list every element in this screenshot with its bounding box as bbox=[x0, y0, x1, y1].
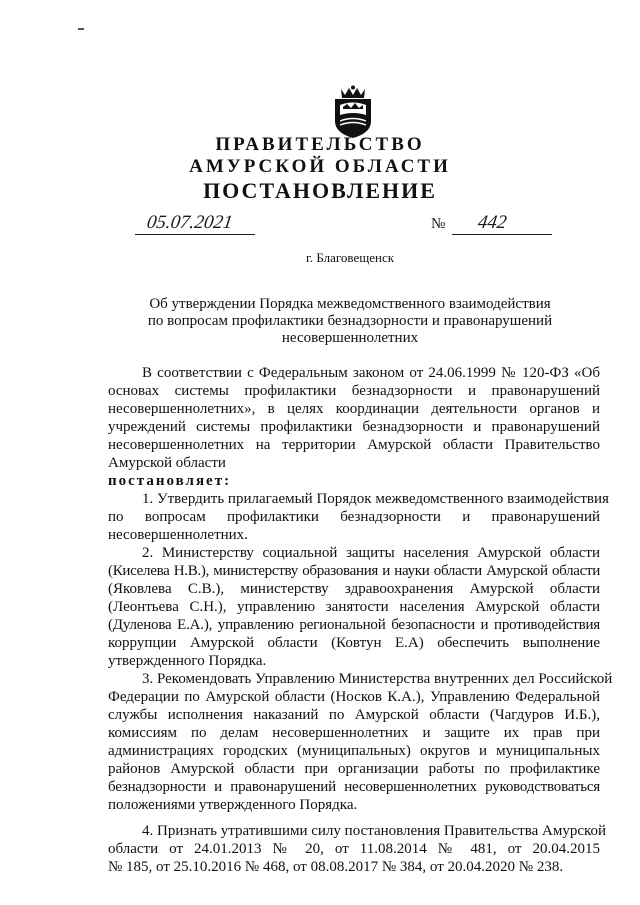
text-line: комиссиям по делам несовершеннолетних и защите их прав при bbox=[108, 725, 600, 741]
city: г. Благовещенск bbox=[305, 250, 395, 265]
text-line: учреждений системы профилактики безнадзорности и правонарушений bbox=[108, 419, 600, 435]
government-title: ПРАВИТЕЛЬСТВО bbox=[215, 134, 425, 155]
number-field bbox=[452, 210, 552, 235]
text-line: (Дуленова Е.А.), управлению региональной безопасности и противодействия bbox=[108, 617, 600, 633]
text-line: 2. Министерству социальной защиты населения Амурской области bbox=[142, 545, 600, 561]
text-line: 4. Признать утратившими силу постановления Правительства Амурской bbox=[142, 823, 607, 839]
document-date: 05.07.2021 bbox=[145, 212, 235, 233]
text-line: утвержденного Порядка. bbox=[108, 653, 267, 669]
scan-mark bbox=[78, 28, 84, 30]
text-line: Амурской области bbox=[108, 455, 226, 471]
date-field bbox=[135, 210, 255, 235]
resolves-heading: постановляет: bbox=[108, 473, 232, 489]
subject-line: несовершеннолетних bbox=[281, 330, 419, 346]
text-line: несовершеннолетних на территории Амурской области Правительство bbox=[108, 437, 600, 453]
text-line: Федерации по Амурской области (Носков К.А.), Управлению Федеральной bbox=[108, 689, 600, 705]
coat-of-arms-icon bbox=[331, 85, 375, 139]
document-type: ПОСТАНОВЛЕНИЕ bbox=[203, 178, 437, 203]
text-line: районов Амурской области при организации работы по профилактике bbox=[108, 761, 600, 777]
document-number: 442 bbox=[476, 212, 509, 233]
text-line: положениями утвержденного Порядка. bbox=[108, 797, 358, 813]
text-line: В соответствии с Федеральным законом от 24.06.1999 № 120-ФЗ «Об bbox=[142, 365, 600, 381]
text-line: основах системы профилактики безнадзорности и правонарушений bbox=[108, 383, 600, 399]
region-title: АМУРСКОЙ ОБЛАСТИ bbox=[189, 156, 451, 177]
subject-line: Об утверждении Порядка межведомственного взаимодействия bbox=[149, 296, 551, 312]
text-line: безнадзорности и правонарушений несовершеннолетних руководствоваться bbox=[108, 779, 600, 795]
number-label: № bbox=[431, 216, 446, 232]
text-line: (Яковлева С.В.), министерству здравоохранения Амурской области bbox=[108, 581, 600, 597]
subject-line: по вопросам профилактики безнадзорности и правонарушений bbox=[147, 313, 553, 329]
text-line: коррупции Амурской области (Ковтун Е.А) обеспечить выполнение bbox=[108, 635, 600, 651]
text-line: администрациях городских (муниципальных) округов и муниципальных bbox=[108, 743, 600, 759]
text-line: по вопросам профилактики безнадзорности и правонарушений bbox=[108, 509, 600, 525]
text-line: несовершеннолетних. bbox=[108, 527, 248, 543]
text-line: (Киселева Н.В.), министерству образования и науки области Амурской области bbox=[108, 563, 600, 579]
text-line: 3. Рекомендовать Управлению Министерства внутренних дел Российской bbox=[142, 671, 613, 687]
text-line: 1. Утвердить прилагаемый Порядок межведомственного взаимодействия bbox=[142, 491, 609, 507]
text-line: (Леонтьева С.Н.), управлению занятости населения Амурской области bbox=[108, 599, 600, 615]
text-line: службы исполнения наказаний по Амурской области (Чагдуров И.Б.), bbox=[108, 707, 600, 723]
text-line: несовершеннолетних», в целях координации деятельности органов и bbox=[108, 401, 600, 417]
text-line: № 185, от 25.10.2016 № 468, от 08.08.2017 № 384, от 20.04.2020 № 238. bbox=[108, 859, 564, 875]
text-line: области от 24.01.2013 № 20, от 11.08.2014 № 481, от 20.04.2015 bbox=[108, 841, 600, 857]
